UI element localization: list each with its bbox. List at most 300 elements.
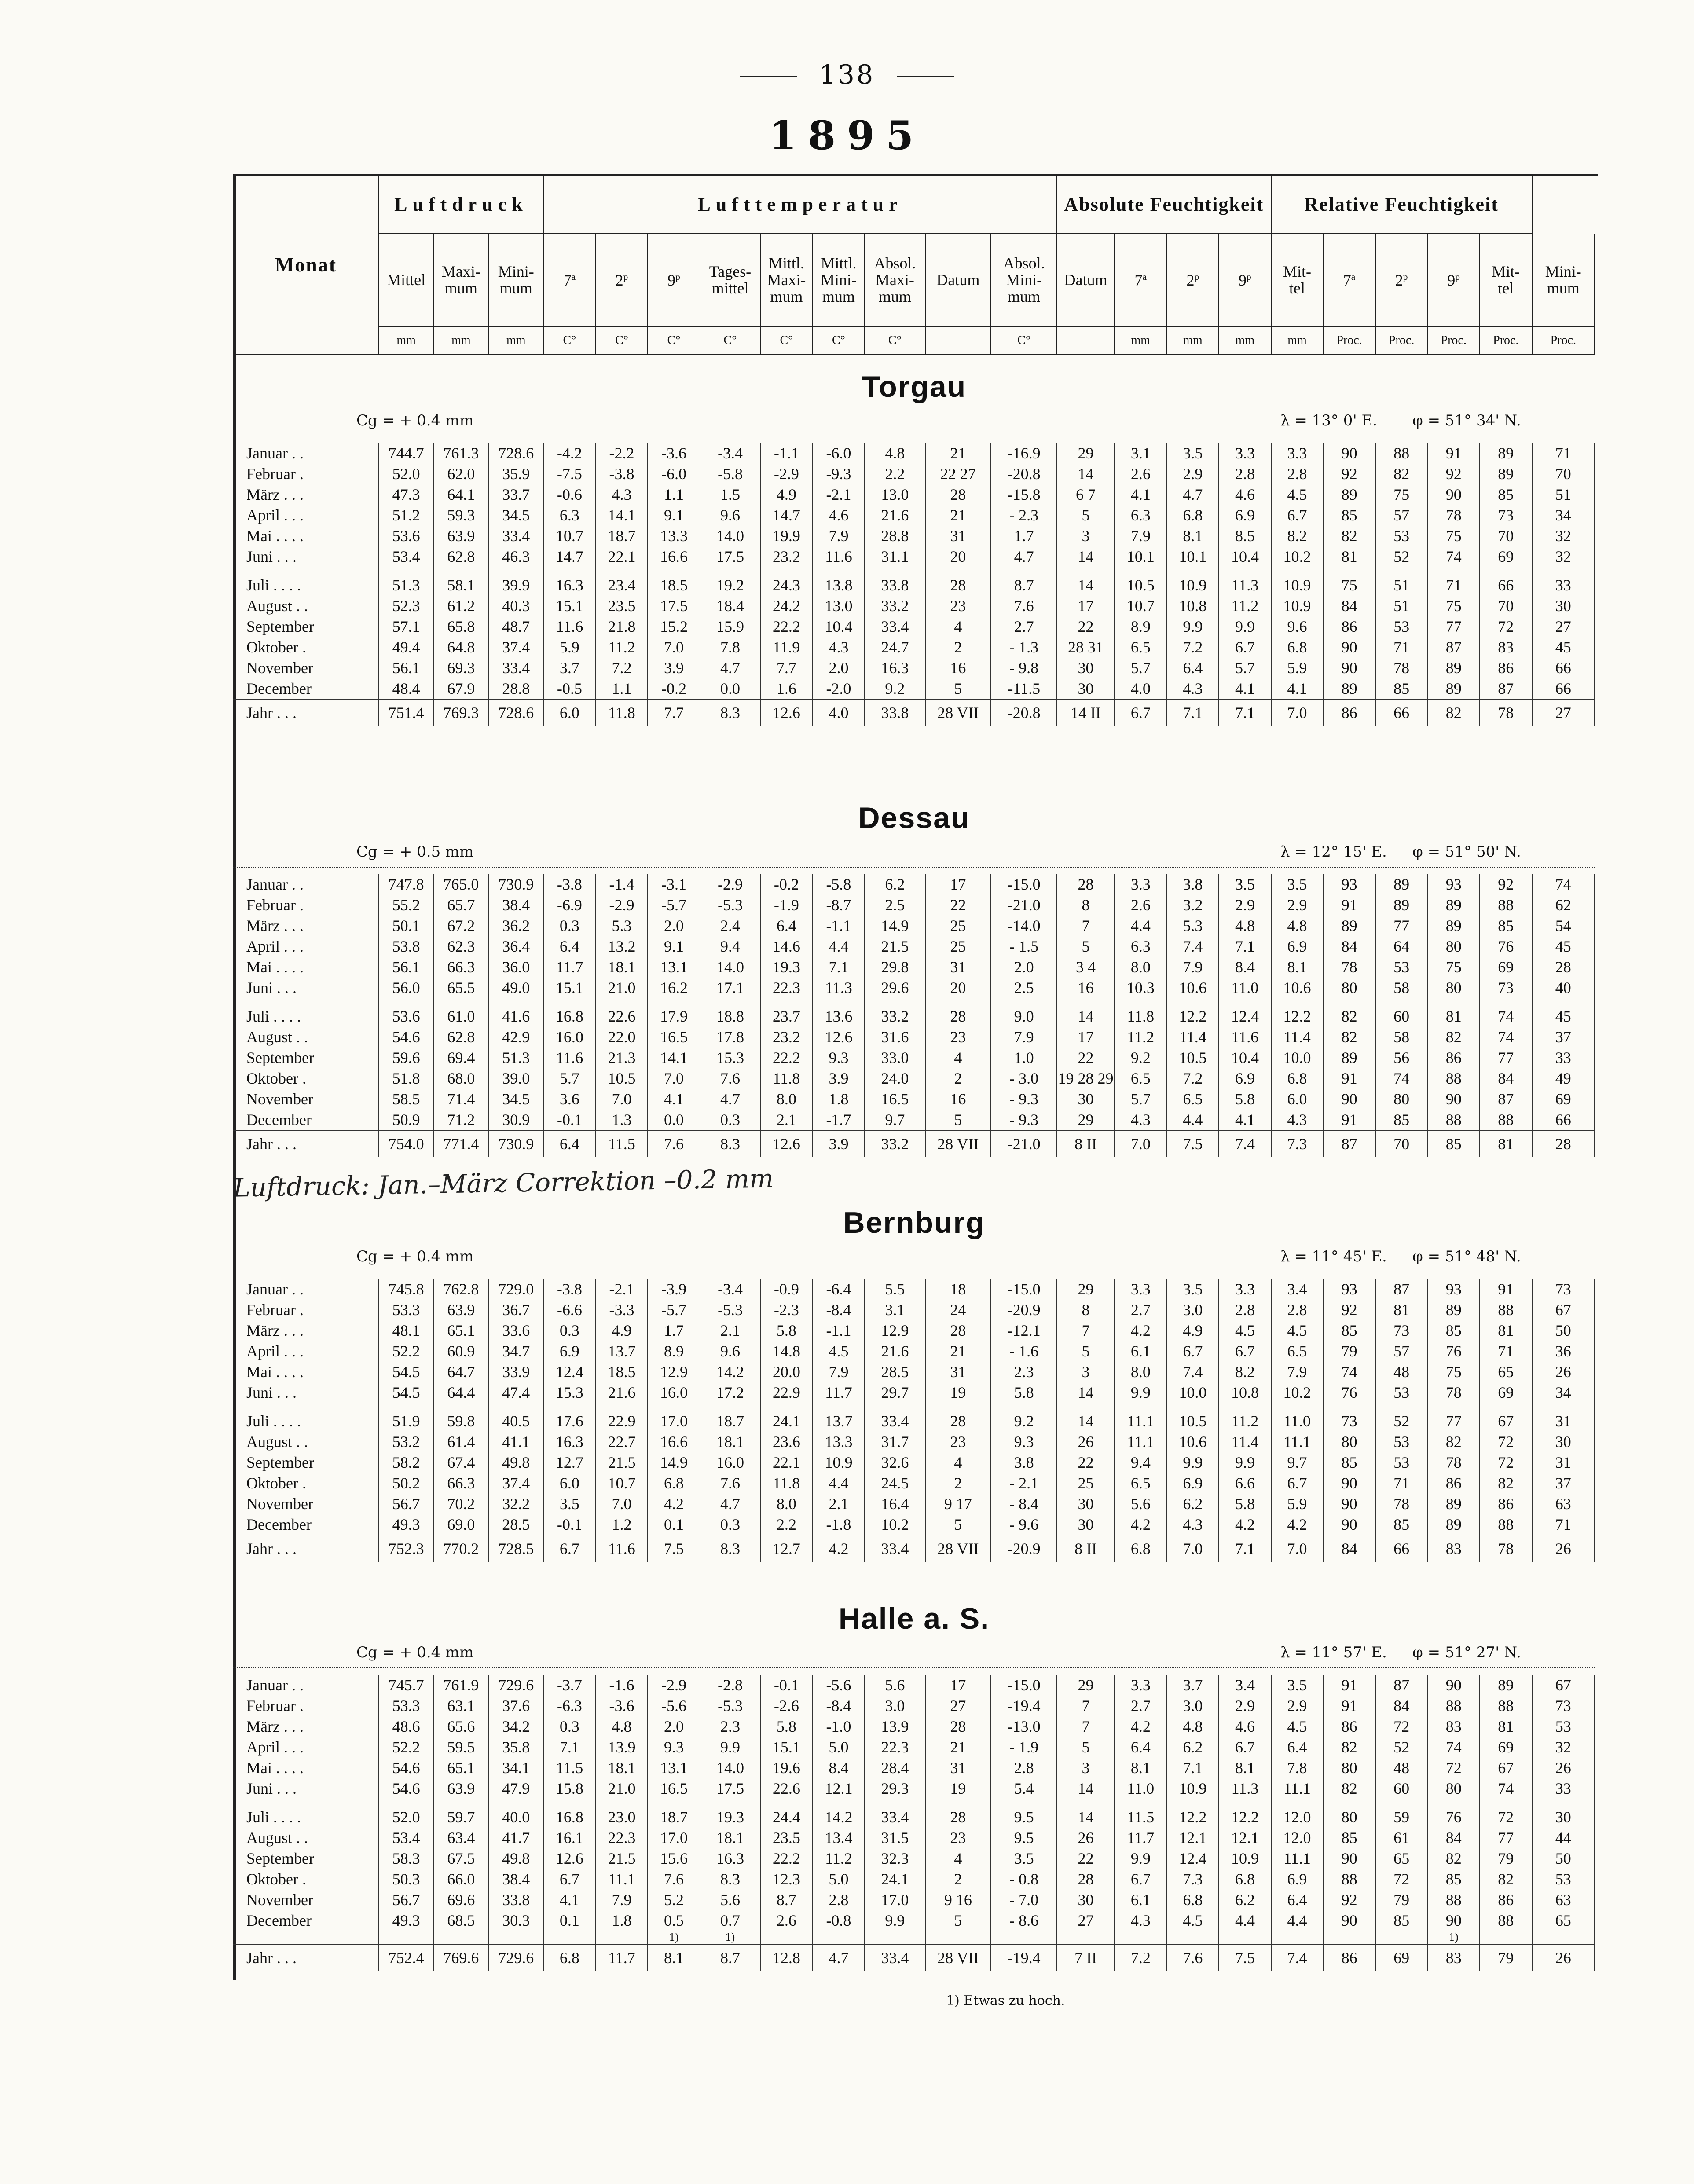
data-cell: 18.7	[700, 1411, 760, 1431]
footnote-mark: 1)	[1427, 1931, 1480, 1944]
station-lambda: λ = 11° 45' E.	[1280, 1248, 1387, 1265]
data-cell: 65	[1532, 1910, 1595, 1931]
data-cell: 28.4	[865, 1757, 925, 1778]
data-cell: 65	[1480, 1361, 1532, 1382]
month-label: September	[233, 1452, 379, 1473]
data-cell: 57	[1375, 505, 1428, 525]
data-cell: 8 II	[1057, 1130, 1115, 1157]
data-cell: 3.1	[865, 1299, 925, 1320]
data-cell: 3 4	[1057, 956, 1115, 977]
data-cell: 7.0	[1271, 699, 1324, 726]
data-cell: 33.4	[865, 1535, 925, 1562]
data-cell: 29	[1057, 1675, 1115, 1695]
data-cell: 16.3	[543, 575, 596, 595]
data-cell: 21.5	[865, 936, 925, 956]
data-cell: 752.4	[379, 1944, 434, 1971]
data-cell: 8.1	[1271, 956, 1324, 977]
data-cell: 34.5	[488, 505, 543, 525]
data-cell: 24.4	[760, 1807, 813, 1827]
data-cell: -15.0	[991, 874, 1057, 894]
data-cell: 2.1	[700, 1320, 760, 1341]
data-cell: -3.6	[648, 443, 700, 463]
data-cell: 60	[1375, 1006, 1428, 1026]
month-label: September	[233, 616, 379, 637]
data-cell: 30.9	[488, 1109, 543, 1130]
data-cell: 28 VII	[925, 1130, 991, 1157]
data-cell: 11.1	[1271, 1848, 1324, 1869]
data-cell: 61.2	[434, 595, 489, 616]
data-cell: 66.0	[434, 1869, 489, 1889]
data-cell: 21.6	[865, 1341, 925, 1361]
data-cell: 8.1	[1219, 1757, 1271, 1778]
data-cell: 89	[1427, 657, 1480, 678]
data-cell: 28	[925, 1411, 991, 1431]
data-cell: - 2.3	[991, 505, 1057, 525]
data-cell: 769.3	[434, 699, 489, 726]
month-row	[233, 1411, 1595, 1431]
data-cell: 15.8	[543, 1778, 596, 1799]
data-cell: 21.5	[596, 1452, 648, 1473]
data-cell: 4.0	[1115, 678, 1167, 699]
data-cell: 14.7	[543, 546, 596, 567]
month-label: Juli . . . .	[233, 1807, 379, 1827]
data-cell: 56.7	[379, 1889, 434, 1910]
data-cell: 84	[1427, 1827, 1480, 1848]
data-cell: 26	[1532, 1361, 1595, 1382]
data-cell: 11.6	[543, 1047, 596, 1068]
data-cell: 63.1	[434, 1695, 489, 1716]
data-cell: 50.3	[379, 1869, 434, 1889]
data-cell: 10.9	[1167, 575, 1219, 595]
data-cell: -20.9	[991, 1535, 1057, 1562]
data-cell: 73	[1532, 1695, 1595, 1716]
data-cell: 10.5	[1167, 1047, 1219, 1068]
data-cell: 9.7	[1271, 1452, 1324, 1473]
data-cell: 10.2	[865, 1514, 925, 1535]
data-cell: - 1.9	[991, 1737, 1057, 1757]
data-cell: 4.8	[1271, 915, 1324, 936]
month-label: Januar . .	[233, 443, 379, 463]
data-cell: 75	[1427, 956, 1480, 977]
data-cell: 90	[1323, 657, 1375, 678]
data-cell: 33	[1532, 1778, 1595, 1799]
data-cell: 25	[1057, 1473, 1115, 1493]
data-cell: -11.5	[991, 678, 1057, 699]
data-cell: 2.7	[991, 616, 1057, 637]
data-cell: -5.8	[700, 463, 760, 484]
month-label: November	[233, 657, 379, 678]
data-cell: 3.5	[543, 1493, 596, 1514]
data-cell: 18.1	[596, 1757, 648, 1778]
data-cell: 14 II	[1057, 699, 1115, 726]
data-cell: 75	[1375, 484, 1428, 505]
col-unit: Proc.	[1532, 327, 1595, 354]
data-cell: 3.9	[813, 1068, 865, 1088]
data-cell: 3.9	[648, 657, 700, 678]
data-cell: 728.6	[488, 699, 543, 726]
station-phi: φ = 51° 50' N.	[1412, 843, 1521, 861]
data-cell: 75	[1427, 525, 1480, 546]
station-name: Halle a. S.	[838, 1602, 990, 1635]
data-cell: 87	[1375, 1279, 1428, 1299]
data-cell: 22.9	[596, 1411, 648, 1431]
data-cell: 93	[1323, 874, 1375, 894]
data-cell: 15.1	[760, 1737, 813, 1757]
col-unit: C°	[813, 327, 865, 354]
data-cell: 65.1	[434, 1757, 489, 1778]
data-cell: 730.9	[488, 874, 543, 894]
data-cell: 23.2	[760, 546, 813, 567]
data-cell: 7.0	[648, 1068, 700, 1088]
data-cell: 87	[1375, 1675, 1428, 1695]
data-cell: 7	[1057, 1716, 1115, 1737]
data-cell: 18.5	[648, 575, 700, 595]
month-label: Januar . .	[233, 1279, 379, 1299]
data-cell: 5.7	[543, 1068, 596, 1088]
data-cell: 71.4	[434, 1088, 489, 1109]
data-cell: 3.4	[1219, 1675, 1271, 1695]
data-cell: 3.5	[1167, 443, 1219, 463]
month-row	[233, 1889, 1595, 1910]
data-cell: 33.0	[865, 1047, 925, 1068]
month-label: Oktober .	[233, 1473, 379, 1493]
data-cell: 6.1	[1115, 1889, 1167, 1910]
data-cell: 85	[1480, 484, 1532, 505]
data-cell: 88	[1480, 894, 1532, 915]
data-cell: 33.8	[488, 1889, 543, 1910]
station-block	[233, 801, 1595, 1157]
data-cell: 3.5	[1271, 1675, 1324, 1695]
data-cell: 9.2	[991, 1411, 1057, 1431]
data-cell: 22.2	[760, 616, 813, 637]
data-cell: 33	[1532, 1047, 1595, 1068]
data-cell: 5.8	[1219, 1493, 1271, 1514]
data-cell: 11.2	[596, 637, 648, 657]
data-cell: 53.2	[379, 1431, 434, 1452]
data-cell: 6.8	[1167, 1889, 1219, 1910]
data-cell: 72	[1375, 1869, 1428, 1889]
data-cell: 33.4	[865, 616, 925, 637]
data-cell: 54.6	[379, 1757, 434, 1778]
data-cell: 11.1	[1115, 1411, 1167, 1431]
data-cell: 7.2	[596, 657, 648, 678]
data-cell: 9.4	[700, 936, 760, 956]
data-cell: -5.3	[700, 1299, 760, 1320]
data-cell: 7 II	[1057, 1944, 1115, 1971]
data-cell: 9.9	[1115, 1848, 1167, 1869]
data-cell: 81	[1375, 1299, 1428, 1320]
data-cell: -1.4	[596, 874, 648, 894]
month-row	[233, 1361, 1595, 1382]
month-label: Jahr . . .	[233, 699, 379, 726]
data-cell: 26	[1057, 1827, 1115, 1848]
station-lambda: λ = 13° 0' E.	[1280, 412, 1378, 429]
col-header: Mittl. Mini- mum	[813, 234, 865, 327]
data-cell: 6.2	[865, 874, 925, 894]
data-cell: 79	[1375, 1889, 1428, 1910]
data-cell: 6.4	[1271, 1889, 1324, 1910]
data-cell: 53.4	[379, 546, 434, 567]
month-row	[233, 977, 1595, 998]
data-cell: 28	[1057, 874, 1115, 894]
col-unit: mm	[1115, 327, 1167, 354]
data-cell: 89	[1427, 915, 1480, 936]
station-lambda: λ = 12° 15' E.	[1280, 843, 1387, 861]
data-cell: -13.0	[991, 1716, 1057, 1737]
data-cell: 9.1	[648, 505, 700, 525]
data-cell: - 1.3	[991, 637, 1057, 657]
data-cell: 5.9	[1271, 657, 1324, 678]
data-cell: 22.0	[596, 1026, 648, 1047]
month-row	[233, 678, 1595, 699]
data-cell: 7.0	[1167, 1535, 1219, 1562]
data-cell: 23	[925, 1827, 991, 1848]
data-cell: 10.8	[1167, 595, 1219, 616]
data-cell: 88	[1427, 1695, 1480, 1716]
data-cell: 2	[925, 637, 991, 657]
data-cell: 6.0	[543, 1473, 596, 1493]
month-label: Februar .	[233, 463, 379, 484]
data-cell: 28	[925, 1716, 991, 1737]
data-cell: 17.9	[648, 1006, 700, 1026]
data-cell: 89	[1480, 1675, 1532, 1695]
data-cell: 28	[925, 575, 991, 595]
data-cell: 15.2	[648, 616, 700, 637]
col-unit: mm	[434, 327, 489, 354]
data-cell: 22.2	[760, 1848, 813, 1869]
data-cell: 7.7	[648, 699, 700, 726]
data-cell: 60.9	[434, 1341, 489, 1361]
month-row	[233, 1910, 1595, 1931]
data-cell: 60	[1375, 1778, 1428, 1799]
data-cell: 71	[1427, 575, 1480, 595]
data-cell: 4.5	[1271, 484, 1324, 505]
data-cell: 6.7	[1219, 637, 1271, 657]
month-label: April . . .	[233, 1737, 379, 1757]
data-cell: 8	[1057, 1299, 1115, 1320]
data-cell: 64.4	[434, 1382, 489, 1403]
data-cell: 53.6	[379, 1006, 434, 1026]
data-cell: 23.7	[760, 1006, 813, 1026]
data-cell: 69.0	[434, 1514, 489, 1535]
data-cell: -3.4	[700, 443, 760, 463]
station-table	[233, 443, 1595, 726]
data-cell: -1.6	[596, 1675, 648, 1695]
data-cell: 13.8	[813, 575, 865, 595]
data-cell: 2.8	[813, 1889, 865, 1910]
data-cell: 745.8	[379, 1279, 434, 1299]
data-cell: 11.6	[596, 1535, 648, 1562]
data-cell: 6.3	[1115, 936, 1167, 956]
data-cell: 24.5	[865, 1473, 925, 1493]
data-cell: 89	[1427, 1514, 1480, 1535]
data-cell: 73	[1375, 1320, 1428, 1341]
data-cell: 6.7	[1219, 1341, 1271, 1361]
data-cell: -5.8	[813, 874, 865, 894]
data-cell: 91	[1323, 1695, 1375, 1716]
data-cell: 85	[1375, 1910, 1428, 1931]
data-cell: 86	[1427, 1473, 1480, 1493]
data-cell: 86	[1323, 1716, 1375, 1737]
data-cell: 88	[1480, 1910, 1532, 1931]
data-cell: 37.4	[488, 637, 543, 657]
data-cell: 8.4	[1219, 956, 1271, 977]
data-cell: -20.8	[991, 699, 1057, 726]
data-cell: 20	[925, 546, 991, 567]
data-cell: 7.5	[1167, 1130, 1219, 1157]
data-cell: 8.9	[1115, 616, 1167, 637]
data-cell: 14.0	[700, 525, 760, 546]
data-cell: 10.6	[1271, 977, 1324, 998]
data-cell: 0.1	[648, 1514, 700, 1535]
data-cell: 7.0	[1115, 1130, 1167, 1157]
data-cell: 70	[1532, 463, 1595, 484]
data-cell: 11.8	[760, 1068, 813, 1088]
data-cell: 49.3	[379, 1514, 434, 1535]
data-cell: 4.4	[1219, 1910, 1271, 1931]
month-label: Februar .	[233, 1695, 379, 1716]
data-cell: 10.6	[1167, 1431, 1219, 1452]
data-cell: 6.3	[1115, 505, 1167, 525]
data-cell: 10.9	[1167, 1778, 1219, 1799]
data-cell: 11.0	[1219, 977, 1271, 998]
data-cell: 0.3	[700, 1109, 760, 1130]
data-cell: -1.0	[813, 1716, 865, 1737]
month-row	[233, 637, 1595, 657]
data-cell: 2.6	[1115, 463, 1167, 484]
data-cell: 87	[1427, 637, 1480, 657]
month-label: Juli . . . .	[233, 1006, 379, 1026]
row-gap	[233, 998, 1595, 1006]
data-cell: 13.2	[596, 936, 648, 956]
data-cell: 7.4	[1219, 1130, 1271, 1157]
data-cell: 75	[1427, 595, 1480, 616]
data-cell: 2.8	[991, 1757, 1057, 1778]
data-cell: 14	[1057, 1382, 1115, 1403]
data-cell: 89	[1323, 1047, 1375, 1068]
data-cell: 2.3	[700, 1716, 760, 1737]
data-cell: 82	[1323, 1778, 1375, 1799]
data-cell: 48	[1375, 1361, 1428, 1382]
data-cell: 41.7	[488, 1827, 543, 1848]
data-cell: 5.8	[1219, 1088, 1271, 1109]
data-cell: -6.6	[543, 1299, 596, 1320]
data-cell: 28	[1057, 1869, 1115, 1889]
data-cell: 36.2	[488, 915, 543, 936]
month-label: November	[233, 1088, 379, 1109]
data-cell: 10.8	[1219, 1382, 1271, 1403]
data-cell: 6.7	[1271, 1473, 1324, 1493]
data-cell: 32	[1532, 525, 1595, 546]
data-cell: 71	[1375, 1473, 1428, 1493]
data-cell: 78	[1427, 505, 1480, 525]
col-header: 2$^p$	[596, 234, 648, 327]
data-cell: 765.0	[434, 874, 489, 894]
data-cell: 6.9	[1219, 505, 1271, 525]
month-row	[233, 1279, 1595, 1299]
data-cell: 7.3	[1271, 1130, 1324, 1157]
data-cell: 1.8	[813, 1088, 865, 1109]
data-cell: 7.8	[700, 637, 760, 657]
data-cell: 13.4	[813, 1827, 865, 1848]
month-label: August . .	[233, 595, 379, 616]
data-cell: 5.3	[596, 915, 648, 936]
data-cell: 30	[1057, 1088, 1115, 1109]
data-cell: 2.0	[813, 657, 865, 678]
data-cell: 41.1	[488, 1431, 543, 1452]
data-cell: 7.4	[1167, 936, 1219, 956]
month-label: April . . .	[233, 1341, 379, 1361]
data-cell: 74	[1532, 874, 1595, 894]
station-table	[233, 1279, 1595, 1562]
data-cell: 27	[1057, 1910, 1115, 1931]
data-cell: 79	[1323, 1341, 1375, 1361]
data-cell: 73	[1323, 1411, 1375, 1431]
col-header: Tages- mittel	[700, 234, 760, 327]
data-cell: 74	[1427, 1737, 1480, 1757]
data-cell: 66	[1375, 1535, 1428, 1562]
data-cell: 65.8	[434, 616, 489, 637]
data-cell: 69	[1480, 1382, 1532, 1403]
data-cell: 4.2	[1219, 1514, 1271, 1535]
data-cell: 65.7	[434, 894, 489, 915]
data-cell: 7	[1057, 1695, 1115, 1716]
data-cell: 28	[1532, 956, 1595, 977]
data-cell: 5.6	[865, 1675, 925, 1695]
data-cell: 23.2	[760, 1026, 813, 1047]
station-cg: Cg = + 0.4 mm	[356, 412, 474, 429]
month-row	[233, 1341, 1595, 1361]
data-cell: 7.9	[813, 525, 865, 546]
data-cell: 88	[1375, 443, 1428, 463]
data-cell: 38.4	[488, 1869, 543, 1889]
data-cell: 16.0	[648, 1382, 700, 1403]
data-cell: 80	[1323, 977, 1375, 998]
data-cell: -8.7	[813, 894, 865, 915]
data-cell: 87	[1480, 678, 1532, 699]
data-cell: 11.2	[813, 1848, 865, 1869]
col-header: 7$^a$	[1323, 234, 1375, 327]
month-row	[233, 956, 1595, 977]
data-cell: 6.7	[1115, 699, 1167, 726]
station-block	[233, 370, 1595, 726]
data-cell: 89	[1427, 678, 1480, 699]
data-cell: 4.4	[813, 936, 865, 956]
data-cell: 10.3	[1115, 977, 1167, 998]
month-label: Januar . .	[233, 874, 379, 894]
data-cell: 53	[1532, 1716, 1595, 1737]
data-cell: -0.6	[543, 484, 596, 505]
data-cell: 8.3	[700, 1535, 760, 1562]
data-cell: 5.7	[1115, 1088, 1167, 1109]
col-unit: mm	[1271, 327, 1324, 354]
data-cell: 51.3	[488, 1047, 543, 1068]
data-cell: 7.1	[543, 1737, 596, 1757]
data-cell: 90	[1323, 1088, 1375, 1109]
data-cell: -2.9	[760, 463, 813, 484]
data-cell: 18.4	[700, 595, 760, 616]
data-cell: 7.8	[1271, 1757, 1324, 1778]
handwritten-note: Luftdruck: Jan.–März Correktion –0.2 mm	[233, 1163, 774, 1203]
data-cell: 83	[1480, 637, 1532, 657]
data-cell: 28.5	[488, 1514, 543, 1535]
data-cell: 11.1	[1271, 1431, 1324, 1452]
data-cell: 4.8	[1219, 915, 1271, 936]
data-cell: 13.3	[648, 525, 700, 546]
data-cell: 85	[1375, 678, 1428, 699]
data-cell: 6.4	[1167, 657, 1219, 678]
col-unit	[1057, 327, 1115, 354]
